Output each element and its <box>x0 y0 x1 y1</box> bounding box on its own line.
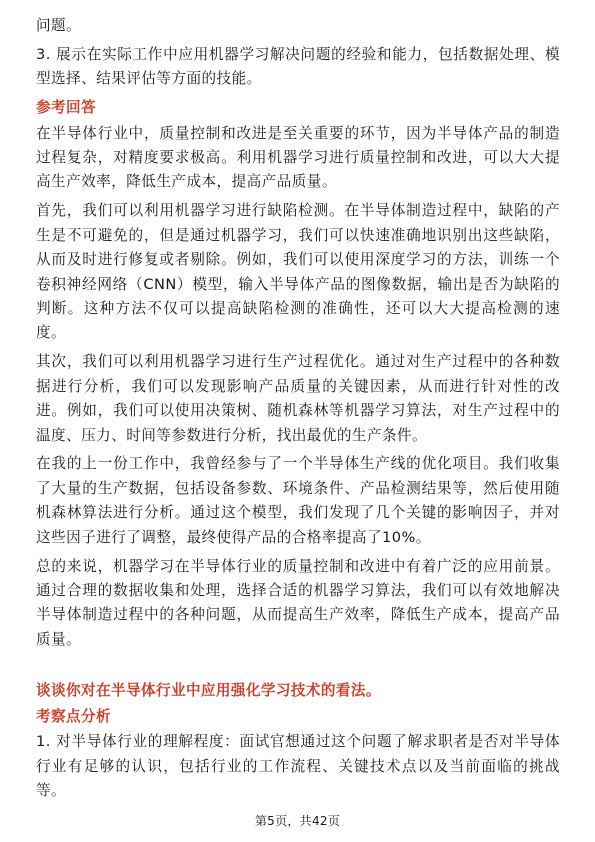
question-title: 谈谈你对在半导体行业中应用强化学习技术的看法。 <box>36 681 381 699</box>
document-page <box>36 14 560 808</box>
page-number-footer: 第5页，共42页 <box>254 814 341 828</box>
answer-heading: 参考回答 <box>36 99 96 117</box>
answer-paragraph-5: 总的来说，机器学习在半导体行业的质量控制和改进中有着广泛的应用前景。通过合理的数据收集和处理，选择合适的机器学习算法，我们可以有效地解决半导体制造过程中的各种问题，从而提高生产效率，降低生产成本，提高产品质量。 <box>36 557 560 648</box>
answer-paragraph-3: 其次，我们可以利用机器学习进行生产过程优化。通过对生产过程中的各种数据进行分析，我们可以发现影响产品质量的关键因素，从而进行针对性的改进。例如，我们可以使用决策树、随机森林等机器学习算法，对生产过程中的温度、压力、时间等参数进行分析，找出最优的生产条件。 <box>36 353 560 444</box>
analysis-heading: 考察点分析 <box>36 708 111 726</box>
answer-paragraph-1: 在半导体行业中，质量控制和改进是至关重要的环节，因为半导体产品的制造过程复杂，对精度要求极高。利用机器学习进行质量控制和改进，可以大大提高生产效率，降低生产成本，提高产品质量。 <box>36 124 560 191</box>
answer-paragraph-4: 在我的上一份工作中，我曾经参与了一个半导体生产线的优化项目。我们收集了大量的生产数据，包括设备参数、环境条件、产品检测结果等，然后使用随机森林算法进行分析。通过这个模型，我们发现了几个关键的影响因子，并对这些因子进行了调整，最终使得产品的合格率提高了10%。 <box>36 455 560 546</box>
answer-paragraph-2: 首先，我们可以利用机器学习进行缺陷检测。在半导体制造过程中，缺陷的产生是不可避免的，但是通过机器学习，我们可以快速准确地识别出这些缺陷，从而及时进行修复或者剔除。例如，我们可以使用深度学习的方法，训练一个卷积神经网络（CNN）模型，输入半导体产品的图像数据，输出是否为缺陷的判断。这种方法不仅可以提高缺陷检测的准确性，还可以大大提高检测的速度。 <box>36 202 560 342</box>
intro-tail-text: 问题。 <box>36 17 82 34</box>
section-spacer <box>36 657 560 677</box>
analysis-point-1: 1. 对半导体行业的理解程度：面试官想通过这个问题了解求职者是否对半导体行业有足够的认识，包括行业的工作流程、关键技术点以及当前面临的挑战等。 <box>36 733 560 800</box>
exam-point-3: 3. 展示在实际工作中应用机器学习解决问题的经验和能力，包括数据处理、模型选择、结果评估等方面的技能。 <box>36 45 560 88</box>
